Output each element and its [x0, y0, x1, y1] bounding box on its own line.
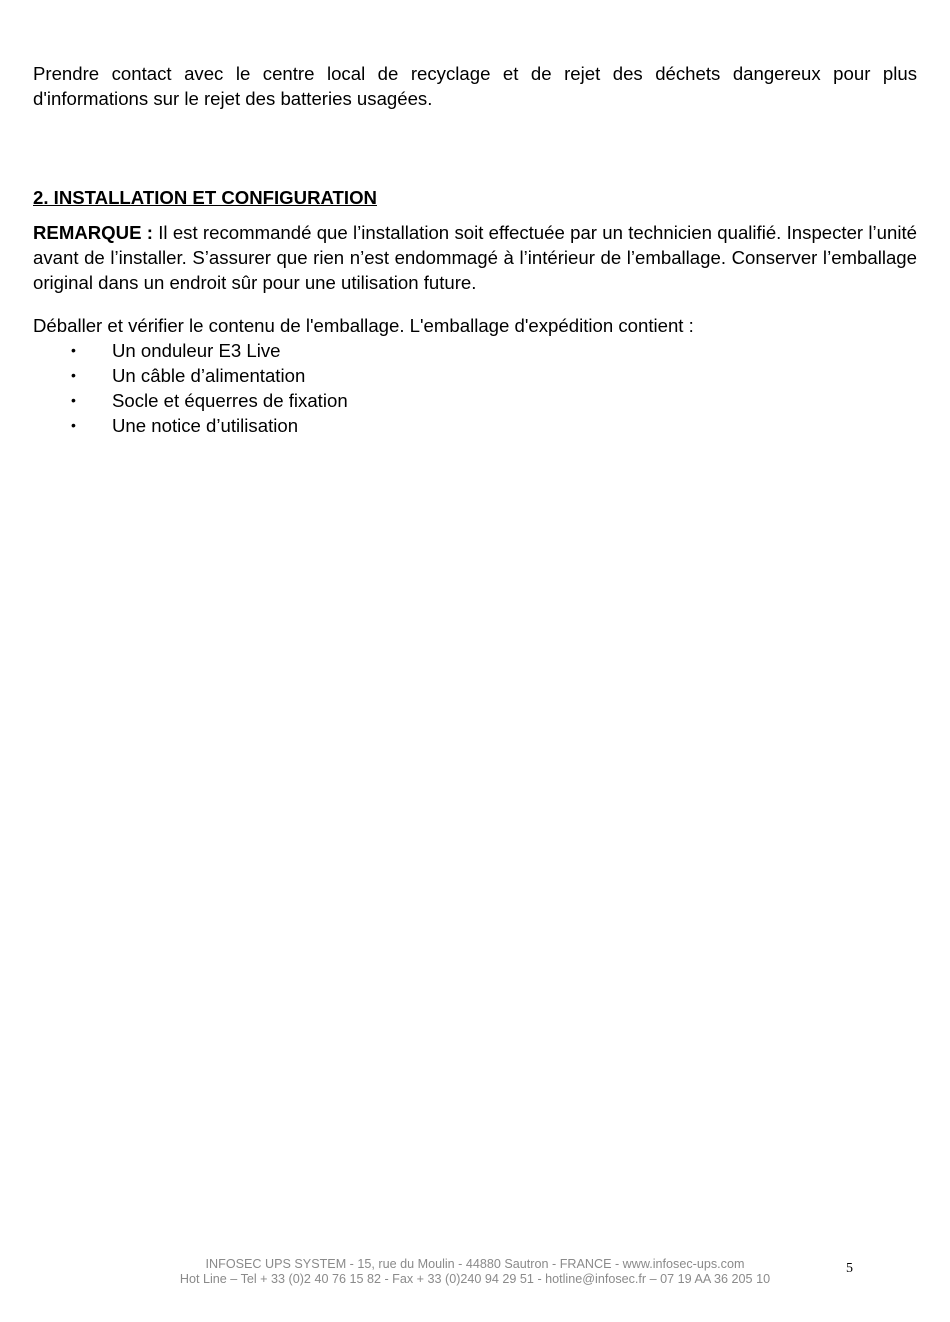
- footer-contact: Hot Line – Tel + 33 (0)2 40 76 15 82 - Fax + 33 (0)240 94 29 51 - hotline@infosec.fr – 07 19 AA 36 205 10: [179, 1272, 771, 1286]
- remark-paragraph: [33, 220, 917, 295]
- remark-label: REMARQUE :: [33, 222, 153, 243]
- list-item-text: Un câble d’alimentation: [112, 365, 306, 386]
- section-heading: 2. INSTALLATION ET CONFIGURATION: [33, 187, 377, 208]
- bullet-icon: •: [71, 342, 76, 358]
- bullet-icon: •: [71, 392, 76, 408]
- list-item-text: Une notice d’utilisation: [112, 415, 299, 436]
- bullet-icon: •: [71, 367, 76, 383]
- recycling-paragraph: Prendre contact avec le centre local de recyclage et de rejet des déchets dangereux pour plus d'informations sur le rejet des batteries usagées.: [33, 63, 917, 109]
- page-number: 5: [846, 1261, 853, 1276]
- list-item-text: Socle et équerres de fixation: [112, 390, 348, 411]
- list-item-text: Un onduleur E3 Live: [112, 340, 281, 361]
- unpack-paragraph: Déballer et vérifier le contenu de l'emballage. L'emballage d'expédition contient :: [33, 315, 694, 336]
- footer-address: INFOSEC UPS SYSTEM - 15, rue du Moulin - 44880 Sautron - FRANCE - www.infosec-ups.com: [205, 1257, 745, 1271]
- page-footer: [0, 1257, 950, 1287]
- remark-text: Il est recommandé que l’installation soit effectuée par un technicien qualifié. Inspecter l’unité avant de l’installer. S’assurer que rien n’est endommagé à l’intérieur de l’emballage. Conserver l’emballage original dans un endroit sûr pour une utilisation future.: [33, 222, 917, 293]
- bullet-icon: •: [71, 417, 76, 433]
